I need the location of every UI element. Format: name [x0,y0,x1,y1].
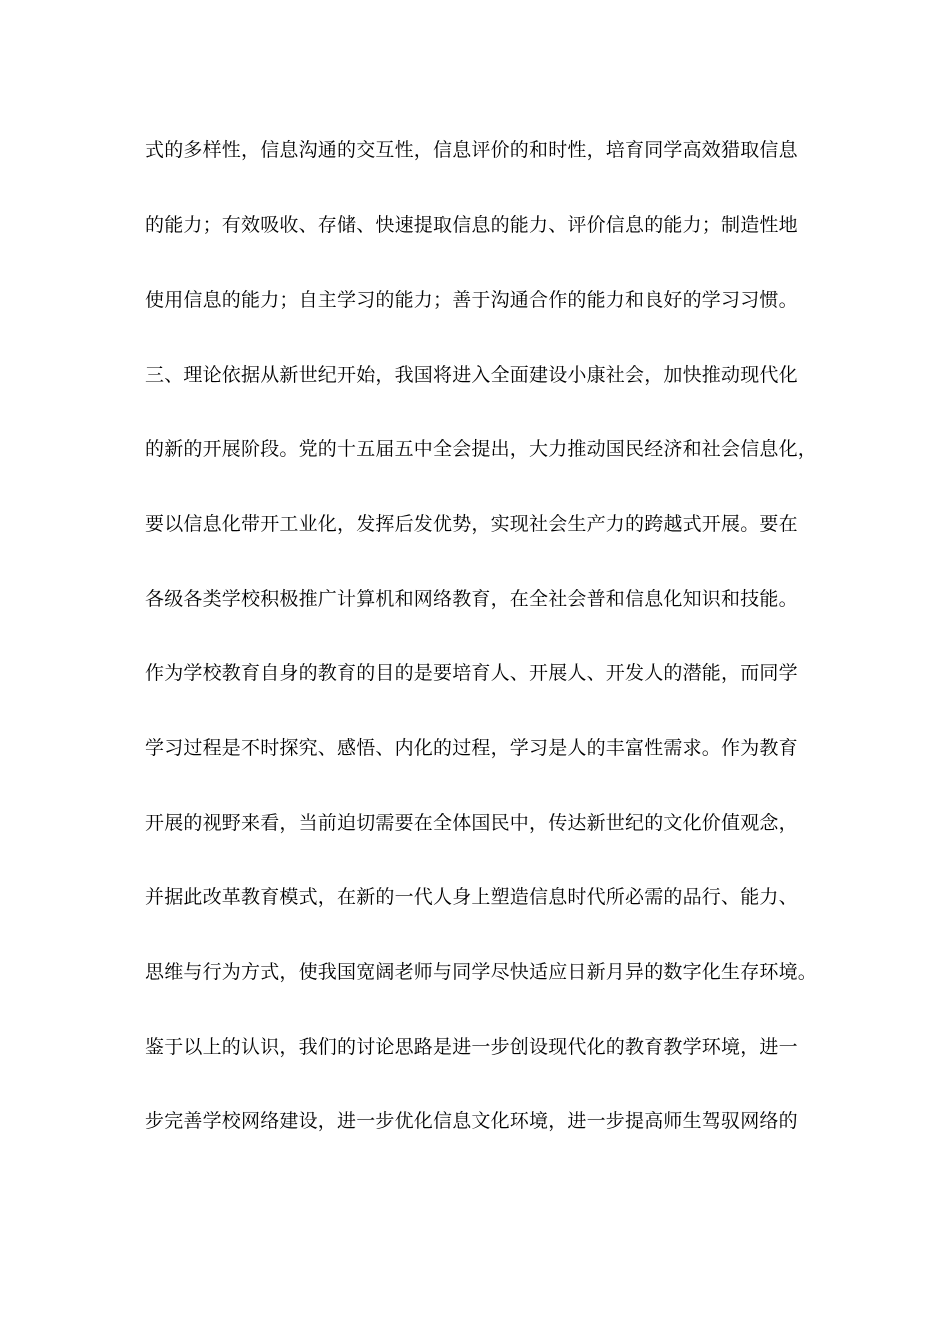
text-line: 并据此改革教育模式，在新的一代人身上塑造信息时代所必需的品行、能力、 [145,886,798,908]
text-line: 学习过程是不时探究、感悟、内化的过程，学习是人的丰富性需求。作为教育 [145,737,798,759]
text-line: 式的多样性，信息沟通的交互性，信息评价的和时性，培育同学高效猎取信息 [145,139,798,161]
text-line: 的能力；有效吸收、存储、快速提取信息的能力、评价信息的能力；制造性地 [145,214,798,236]
text-line: 思维与行为方式，使我国宽阔老师与同学尽快适应日新月异的数字化生存环境。 [145,961,818,983]
text-line: 作为学校教育自身的教育的目的是要培育人、开展人、开发人的潜能，而同学 [145,662,798,684]
text-line: 步完善学校网络建设，进一步优化信息文化环境，进一步提高师生驾驭网络的 [145,1110,798,1132]
text-line: 各级各类学校积极推广计算机和网络教育，在全社会普和信息化知识和技能。 [145,588,798,610]
text-line: 使用信息的能力；自主学习的能力；善于沟通合作的能力和良好的学习习惯。 [145,289,798,311]
text-line: 鉴于以上的认识，我们的讨论思路是进一步创设现代化的教育教学环境，进一 [145,1036,798,1058]
text-line: 的新的开展阶段。党的十五届五中全会提出，大力推动国民经济和社会信息化， [145,438,818,460]
section-heading-line: 三、理论依据从新世纪开始，我国将进入全面建设小康社会，加快推动现代化 [145,364,798,386]
text-line: 要以信息化带开工业化，发挥后发优势，实现社会生产力的跨越式开展。要在 [145,513,798,535]
text-line: 开展的视野来看，当前迫切需要在全体国民中，传达新世纪的文化价值观念， [145,812,798,834]
